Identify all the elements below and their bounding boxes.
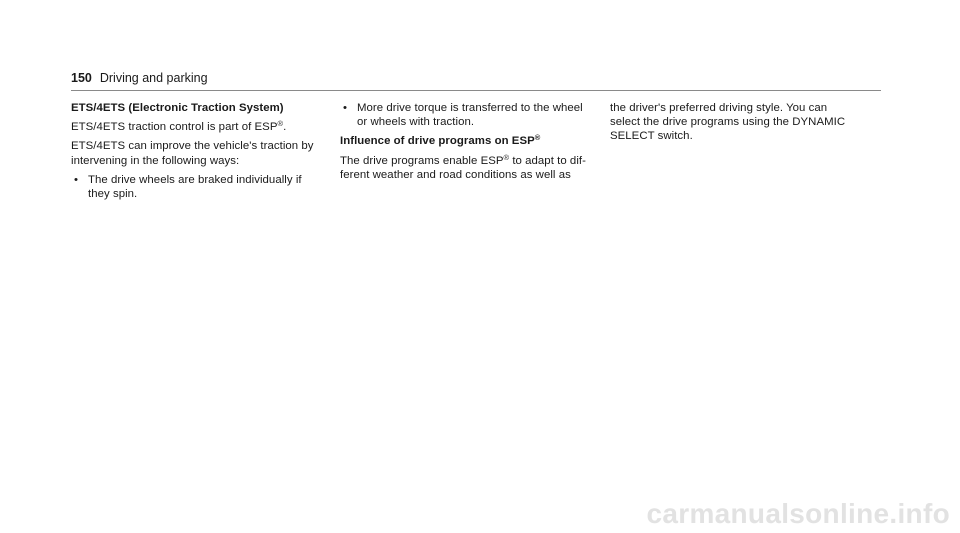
paragraph-line: SELECT switch.: [610, 130, 693, 143]
paragraph-line: ferent weather and road conditions as well as: [340, 168, 571, 181]
paragraph-text: to adapt to dif-: [509, 154, 586, 167]
list-item-line: they spin.: [88, 188, 138, 201]
watermark: carmanualsonline.info: [646, 498, 950, 529]
ets-traction-paragraph: [71, 139, 321, 167]
paragraph-line: the driver's preferred driving style. You can: [610, 102, 828, 114]
paragraph-text: The drive programs enable ESP: [340, 154, 504, 167]
page-header: [71, 70, 881, 91]
paragraph-line: select the drive programs using the DYNAMIC: [610, 116, 846, 129]
drive-programs-heading: [340, 134, 590, 148]
registered-mark: ®: [277, 119, 284, 129]
drive-programs-paragraph: [340, 154, 590, 182]
list-item-line: The drive wheels are braked individually if: [88, 173, 302, 186]
bullet-icon: •: [74, 173, 79, 186]
ets-intro-end: .: [283, 121, 287, 134]
ets-heading: ETS/4ETS (Electronic Traction System): [71, 102, 284, 114]
list-item: [71, 173, 321, 201]
paragraph-line: intervening in the following ways:: [71, 154, 240, 167]
bullet-icon: •: [343, 102, 348, 114]
ets-intro-paragraph: [71, 120, 321, 134]
paragraph-line: ETS/4ETS can improve the vehicle's traction by: [71, 140, 314, 153]
ets-intro-text: ETS/4ETS traction control is part of ESP: [71, 121, 278, 134]
section-title: Driving and parking: [99, 71, 208, 85]
column-1: [71, 101, 321, 206]
paragraph-line: [340, 154, 590, 168]
list-item-line: More drive torque is transferred to the wheel: [357, 102, 583, 114]
column-2: [340, 101, 590, 187]
registered-mark: ®: [503, 152, 510, 162]
column-3: [610, 101, 860, 149]
drive-programs-heading-text: Influence of drive programs on ESP: [340, 135, 535, 148]
drive-programs-continuation: [610, 101, 860, 144]
page-number: 150: [71, 71, 92, 85]
registered-mark: ®: [534, 133, 541, 143]
list-item: [340, 101, 590, 129]
list-item-line: or wheels with traction.: [357, 116, 475, 129]
